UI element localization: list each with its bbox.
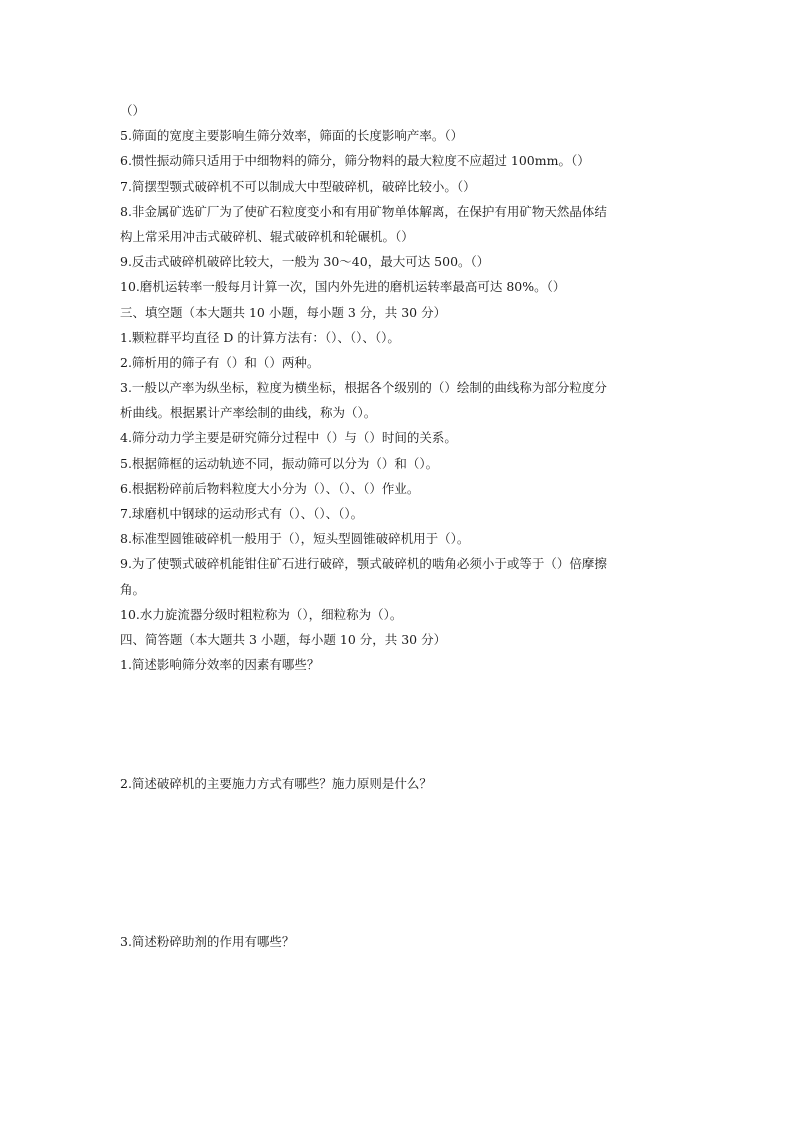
- answer-space-1: [120, 677, 680, 771]
- fill-question-1: 1.颗粒群平均直径 D 的计算方法有：（）、（）、（）。: [120, 329, 400, 345]
- fill-question-10: 10.水力旋流器分级时粗粒称为（），细粒称为（）。: [120, 606, 403, 622]
- judge-question-8-line-1: 8.非金属矿选矿厂为了使矿石粒度变小和有用矿物单体解离，在保护有用矿物天然晶体结: [120, 203, 607, 219]
- fill-question-7: 7.球磨机中钢球的运动形式有（）、（）、（）。: [120, 506, 364, 521]
- judge-question-9: 9.反击式破碎机破碎比较大，一般为 30～40，最大可达 500。（）: [120, 254, 490, 270]
- judge-question-5: 5.筛面的宽度主要影响生筛分效率，筛面的长度影响产率。（）: [120, 128, 464, 144]
- fill-question-5: 5.根据筛框的运动轨迹不同，振动筛可以分为（）和（）。: [120, 455, 439, 471]
- fill-question-2: 2.筛析用的筛子有（）和（）两种。: [120, 354, 320, 370]
- section-heading-short-answer: 四、简答题（本大题共 3 小题，每小题 10 分，共 30 分）: [120, 631, 447, 647]
- judge-question-6: 6.惯性振动筛只适用于中细物料的筛分，筛分物料的最大粒度不应超过 100mm。（）: [120, 153, 590, 169]
- section-heading-fill-in: 三、填空题（本大题共 10 小题，每小题 3 分，共 30 分）: [120, 304, 447, 320]
- fill-question-9-line-1: 9.为了使颚式破碎机能钳住矿石进行破碎，颚式破碎机的啮角必须小于或等于（）倍摩擦: [120, 556, 607, 572]
- exam-content: [120, 98, 680, 954]
- judge-question-10: 10.磨机运转率一般每月计算一次，国内外先进的磨机运转率最高可达 80%。（）: [120, 279, 566, 295]
- short-answer-question-3: 3.简述粉碎助剂的作用有哪些？: [120, 933, 295, 949]
- judge-question-8-line-2: 构上常采用冲击式破碎机、辊式破碎机和轮碾机。（）: [120, 228, 414, 244]
- fill-question-6: 6.根据粉碎前后物料粒度大小分为（）、（）、（）作业。: [120, 480, 420, 496]
- fill-question-3-line-2: 析曲线。根据累计产率绘制的曲线，称为（）。: [120, 405, 377, 421]
- short-answer-question-2: 2.简述破碎机的主要施力方式有哪些？施力原则是什么？: [120, 776, 432, 792]
- short-answer-question-1: 1.简述影响筛分效率的因素有哪些？: [120, 657, 320, 673]
- fill-question-4: 4.筛分动力学主要是研究筛分过程中（）与（）时间的关系。: [120, 430, 457, 446]
- fill-question-9-line-2: 角。: [120, 581, 146, 597]
- judge-question-7: 7.简摆型颚式破碎机不可以制成大中型破碎机，破碎比较小。（）: [120, 178, 476, 194]
- answer-space-2: [120, 797, 680, 929]
- fill-question-3-line-1: 3.一般以产率为纵坐标，粒度为横坐标，根据各个级别的（）绘制的曲线称为部分粒度分: [120, 380, 607, 396]
- fill-question-8: 8.标准型圆锥破碎机一般用于（），短头型圆锥破碎机用于（）。: [120, 531, 470, 547]
- answer-bracket-line: （）: [120, 103, 146, 118]
